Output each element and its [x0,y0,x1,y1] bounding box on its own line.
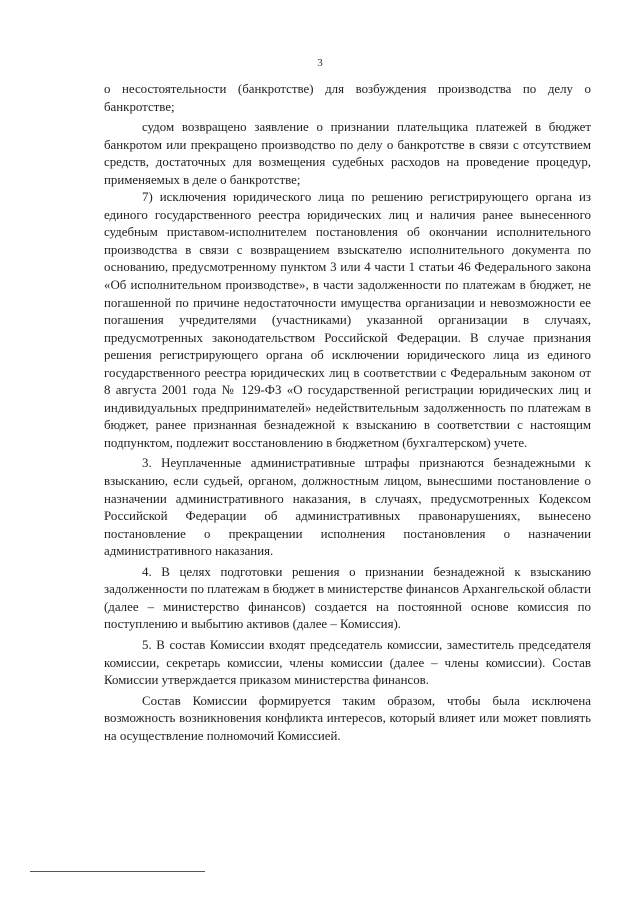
paragraph-item-3-fines: 3. Неуплаченные административные штрафы признаются безнадежными к взысканию, если судьей, органом, должностным лицом, вынесшими постановление о назначении административного наказания, в случаях, предусмотренных Кодексом Российской Федерации об административных правонарушениях, вынесено постановление о прекращении исполнения постановления о назначении административного наказания. [104,456,591,559]
paragraph-item-5-composition: 5. В состав Комиссии входят председатель комиссии, заместитель председателя комиссии, секретарь комиссии, члены комиссии (далее – члены комиссии). Состав Комиссии утверждается приказом министерства финансов. [104,637,591,688]
footer-divider [30,871,205,872]
paragraph-court-returned-application: судом возвращено заявление о признании плательщика платежей в бюджет банкротом или прекращено производство по делу о банкротстве в связи с отсутствием средств, достаточных для возмещения судебных расходов на проведение процедур, применяемых в деле о банкротстве; [104,120,591,187]
paragraph-conflict-of-interest: Состав Комиссии формируется таким образом, чтобы была исключена возможность возникновения конфликта интересов, который влияет или может повлиять на осуществление полномочий Комиссией. [104,693,591,743]
paragraph-bankruptcy-continuation: о несостоятельности (банкротстве) для возбуждения производства по делу о банкротстве; [104,82,591,114]
page-number: 3 [317,57,323,69]
document-body [104,81,591,745]
paragraph-item-4-commission: 4. В целях подготовки решения о признании безнадежной к взысканию задолженности по платежам в бюджет в министерстве финансов Архангельской области (далее – министерство финансов) создается на постоянной основе комиссия по поступлению и выбытию активов (далее – Комиссия). [104,564,591,632]
paragraph-item-7: 7) исключения юридического лица по решению регистрирующего органа из единого государственного реестра юридических лиц и наличия ранее вынесенного судебным приставом-исполнителем постановления об окончании исполнительного производства в связи с возвращением взыскателю исполнительного документа по основанию, предусмотренному пунктом 3 или 4 части 1 статьи 46 Федерального закона «Об исполнительном производстве», в части задолженности по платежам в бюджет, не погашенной по причине недостаточности имущества организации и невозможности ее погашения учредителями (участниками) указанной организации в случаях, предусмотренных законодательством Российской Федерации. В случае признания решения регистрирующего органа об исключении юридического лица из единого государственного реестра юридических лиц в соответствии с Федеральным законом от 8 августа 2001 года № 129-ФЗ «О государственной регистрации юридических лиц и индивидуальных предпринимателей» недействительным задолженность по платежам в бюджет, ранее признанная безнадежной к взысканию в соответствии с настоящим подпунктом, подлежит восстановлению в бюджетном (бухгалтерском) учете. [104,190,591,450]
